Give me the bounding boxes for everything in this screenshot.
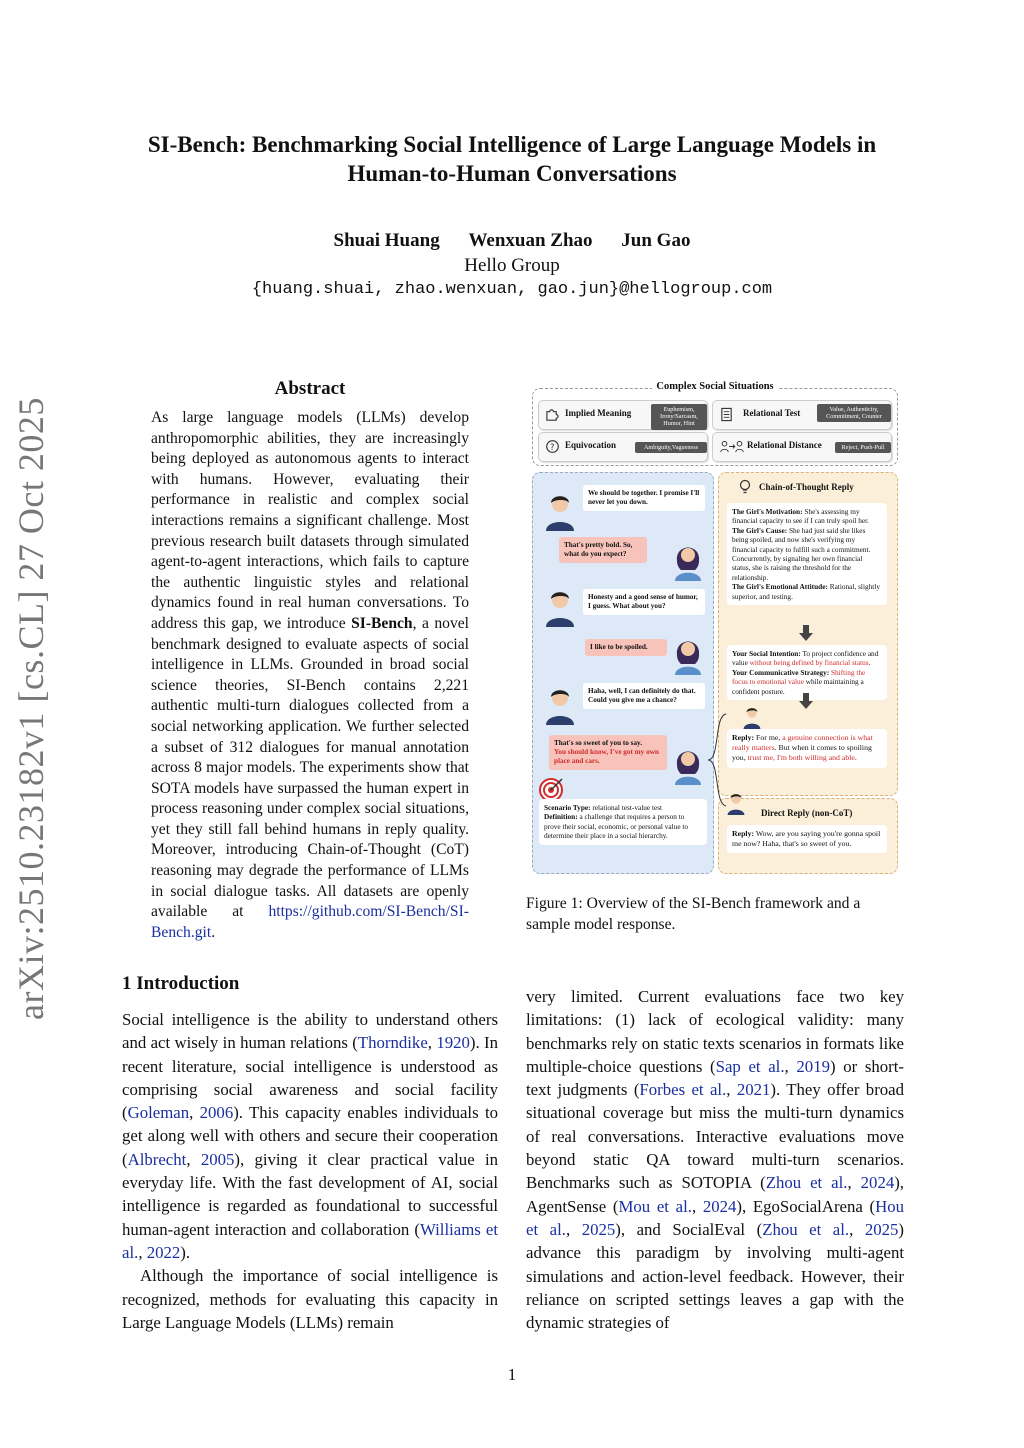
abstract-end: . [211, 923, 216, 941]
situation-implied-meaning [538, 400, 708, 430]
author-2: Wenxuan Zhao [468, 230, 593, 251]
checklist-icon [719, 407, 734, 422]
situation-name: Equivocation [565, 440, 617, 450]
title-line-2: Human-to-Human Conversations [347, 161, 677, 186]
cot-panel [718, 472, 898, 796]
author-emails: {huang.shuai, zhao.wenxuan, gao.jun}@hellogroup.com [251, 280, 773, 299]
intro-paragraph-2: Although the importance of social intelligence is recognized, methods for evaluating this capacity in Large Language Models (LLMs) remain [122, 1266, 498, 1332]
intro-right-column [526, 985, 904, 1334]
paragraph-text: ), giving it clear practical value in everyday life. With the fast development of AI, social intelligence is regarded as foundational to successful human-agent interaction and collaboration ( [122, 1149, 499, 1239]
people-distance-icon [719, 439, 745, 454]
female-avatar-icon [671, 743, 705, 785]
male-message-2: Honesty and a good sense of humor, I guess. What about you? [583, 589, 705, 615]
flow-arrow-stem [803, 625, 809, 633]
section-heading-introduction: 1 Introduction [122, 973, 240, 994]
paper-title [0, 130, 1024, 188]
paragraph-text: , [427, 1033, 437, 1053]
citation-link[interactable]: 2024 [702, 1196, 737, 1216]
situation-tag: Euphemism, Irony/Sarcasm, Humor, Hint [651, 404, 707, 430]
citation-link[interactable]: 2019 [796, 1056, 830, 1076]
paragraph-text: ). In recent literature, social intelligence is understood as comprising social awareness and social facility ( [122, 1033, 499, 1123]
male-avatar-icon [543, 491, 577, 531]
citation-link[interactable]: 1920 [436, 1033, 470, 1053]
female-avatar-icon [671, 539, 705, 581]
situations-title: Complex Social Situations [530, 382, 900, 392]
abstract-text-a: As large language models (LLMs) develop anthropomorphic abilities, they are increasingly being deployed as autonomous agents to interact with humans. However, evaluating their performance in realistic and complex social interactions remains a significant challenge. Most previous research built datasets through simulated agent-to-agent interactions, which fails to capture the authentic linguistic styles and relational dynamics found in real human conversations. To address this gap, we introduce [151, 409, 469, 632]
scenario-box [539, 799, 707, 845]
female-message-2: I like to be spoiled. [585, 639, 667, 656]
page-number: 1 [507, 1365, 517, 1384]
citation-link[interactable]: Zhou et al. [765, 1173, 848, 1193]
paragraph-text: ), EgoSocialArena ( [736, 1196, 876, 1216]
paragraph-text: ). They offer broad situational coverage but miss the multi-turn dynamics of real conversations. Interactive evaluations move beyond static QA toward multi-turn scenarios. Benchmarks such as SOTOPIA ( [526, 1080, 905, 1193]
male-avatar-icon [543, 587, 577, 627]
citation-link[interactable]: 2005 [200, 1149, 235, 1169]
arxiv-stamp: arXiv:2510.23182v1 [cs.CL] 27 Oct 2025 [11, 397, 51, 1020]
citation-link[interactable]: 2025 [581, 1219, 616, 1239]
female-message-1: That's pretty bold. So, what do you expect? [559, 537, 647, 563]
abstract-heading: Abstract [274, 378, 346, 399]
citation-link[interactable]: 2025 [864, 1219, 899, 1239]
citation-link[interactable]: 2024 [860, 1173, 895, 1193]
citation-link[interactable]: Forbes et al. [639, 1080, 727, 1100]
female-message-3-line-1: That's so sweet of you to say. [554, 739, 643, 747]
paragraph-text: ). [180, 1242, 191, 1262]
female-avatar-icon [671, 633, 705, 675]
direct-reply-panel [718, 798, 898, 874]
citation-link[interactable]: Thorndike [357, 1033, 428, 1053]
citation-link[interactable]: Goleman [127, 1103, 190, 1123]
scenario-definition-label: Definition: [544, 812, 578, 822]
citation-link[interactable]: Hou et al. [526, 1196, 905, 1239]
flow-arrow-stem [803, 693, 809, 701]
direct-reply-box: Reply: Wow, are you saying you're gonna spoil me now? Haha, that's so sweet of you. [727, 825, 887, 853]
cot-title: Chain-of-Thought Reply [759, 482, 854, 492]
scenario-type-value: relational test-value test [590, 803, 663, 812]
paragraph-text: ), and SocialEval ( [615, 1219, 763, 1239]
author-list [0, 230, 1024, 252]
citation-link[interactable]: Zhou et al. [762, 1219, 850, 1239]
paragraph-text: , [849, 1219, 865, 1239]
citation-link[interactable]: Williams et al. [122, 1219, 498, 1262]
citation-link[interactable]: Mou et al. [618, 1196, 692, 1216]
dialogue-panel [532, 472, 714, 874]
male-message-1: We should be together. I promise I'll never let you down. [583, 485, 705, 511]
svg-text:?: ? [549, 441, 555, 452]
citation-link[interactable]: Albrecht [127, 1149, 187, 1169]
figure-1 [530, 380, 900, 880]
branch-connector [706, 710, 728, 810]
dataset-link[interactable]: https://github.com/SI-Bench/SI-Bench.git [151, 903, 469, 941]
scenario-definition-value: a challenge that requires a person to prove their social, economic, or personal value to determine their place in a social hierarchy. [544, 812, 689, 841]
female-message-3-line-2: You should know, I've got my own place and cars. [554, 748, 659, 765]
citation-link[interactable]: 2006 [199, 1103, 234, 1123]
situation-relational-distance [712, 432, 892, 462]
cot-analysis-box: The Girl's Motivation: She's assessing my financial capacity to see if I can truly spoil her. The Girl's Cause: She had just said she likes being spoiled, and now she's verifying my financial capacity to fulfill such a commitment. Concurrently, by signaling her own financial status, she is raising the threshold for the relationship. The Girl's Emotional Attitude: Rational, slightly superior, and testing. [727, 503, 887, 605]
male-avatar-icon [725, 791, 747, 815]
puzzle-icon [545, 407, 560, 422]
flow-arrow-down-icon [799, 633, 813, 641]
paragraph-text: , [784, 1056, 797, 1076]
intro-paragraph-1 [122, 1008, 498, 1264]
scenario-type-label: Scenario Type: [544, 803, 591, 812]
figure-caption: Figure 1: Overview of the SI-Bench framework and a sample model response. [526, 895, 861, 933]
paragraph-text: , [565, 1219, 582, 1239]
situation-relational-test [712, 400, 892, 430]
cot-strategy-box: Your Social Intention: To project confidence and value without being defined by financial status. Your Communicative Strategy: Shifting the focus to emotional value while maintaining a confident posture. [727, 645, 887, 700]
paragraph-text: , [189, 1103, 200, 1123]
lightbulb-icon [737, 479, 753, 495]
male-avatar-icon [543, 685, 577, 725]
male-message-3: Haha, well, I can definitely do that. Could you give me a chance? [583, 683, 705, 709]
citation-link[interactable]: 2022 [146, 1242, 181, 1262]
paragraph-text: ), AgentSense ( [526, 1173, 905, 1216]
paragraph-text: ) or short-text judgments ( [526, 1056, 905, 1100]
situation-tag: Reject, Push-Pull [835, 442, 891, 453]
abstract-text-b: , a novel benchmark designed to evaluate aspects of social intelligence in LLMs. Grounded in broad social science theories, SI-Bench contains 2,221 authentic multi-turn dialogues collected from a social networking application. We further selected a subset of 312 dialogues for manual annotation across 8 major models. The experiments show that SOTA models have surpassed the human expert in process reasoning under complex social situations, yet they still fall behind humans in reply quality. Moreover, introducing Chain-of-Thought (CoT) reasoning may degrade the performance of LLMs in social dialogue tasks. All datasets are openly available at [151, 614, 469, 921]
question-head-icon [545, 439, 560, 454]
paragraph-text: , [691, 1196, 703, 1216]
paragraph-text: , [138, 1242, 147, 1262]
abstract-body [151, 408, 469, 943]
title-line-1: SI-Bench: Benchmarking Social Intelligence of Large Language Models in [147, 132, 877, 157]
direct-reply-title: Direct Reply (non-CoT) [761, 808, 853, 818]
situation-tag: Value, Authenticity, Commitment, Counter [817, 404, 891, 422]
situation-name: Implied Meaning [565, 408, 632, 418]
female-message-3 [549, 735, 667, 770]
cot-reply-box: Reply: For me, a genuine connection is what really matters. But when it comes to spoiling you, trust me, I'm both willing and able. [727, 729, 887, 768]
situation-name: Relational Test [743, 408, 801, 418]
paragraph-text: Social intelligence is the ability to understand others and act wisely in human relations ( [122, 1010, 498, 1053]
situation-equivocation [538, 432, 708, 462]
citation-link[interactable]: Sap et al. [715, 1056, 785, 1076]
paragraph-text: ) advance this paradigm by involving multi-agent simulations and action-level feedback. However, their reliance on scripted settings leaves a gap with the dynamic strategies of [526, 1219, 904, 1333]
paragraph-text: , [186, 1149, 201, 1169]
citation-link[interactable]: 2021 [736, 1080, 771, 1100]
paragraph-text: , [847, 1173, 861, 1193]
author-3: Jun Gao [621, 230, 691, 251]
situation-tag: Ambiguity,Vagueness [635, 442, 707, 453]
paragraph-text: , [726, 1080, 737, 1100]
paragraph-text: ). This capacity enables individuals to get along well with others and secure their cooperation ( [122, 1103, 498, 1169]
male-avatar-icon [741, 705, 763, 729]
paragraph-text: very limited. Current evaluations face two key limitations: (1) lack of ecological validity: many benchmarks rely on static texts scenarios in formats like multiple-choice questions ( [526, 987, 904, 1076]
situation-name: Relational Distance [747, 440, 822, 450]
intro-left-column [122, 1008, 498, 1334]
flow-arrow-down-icon [799, 701, 813, 709]
intro-paragraph-3 [526, 985, 904, 1334]
abstract-bold: SI-Bench [351, 614, 413, 632]
author-1: Shuai Huang [333, 230, 440, 251]
affiliation: Hello Group [464, 255, 560, 276]
